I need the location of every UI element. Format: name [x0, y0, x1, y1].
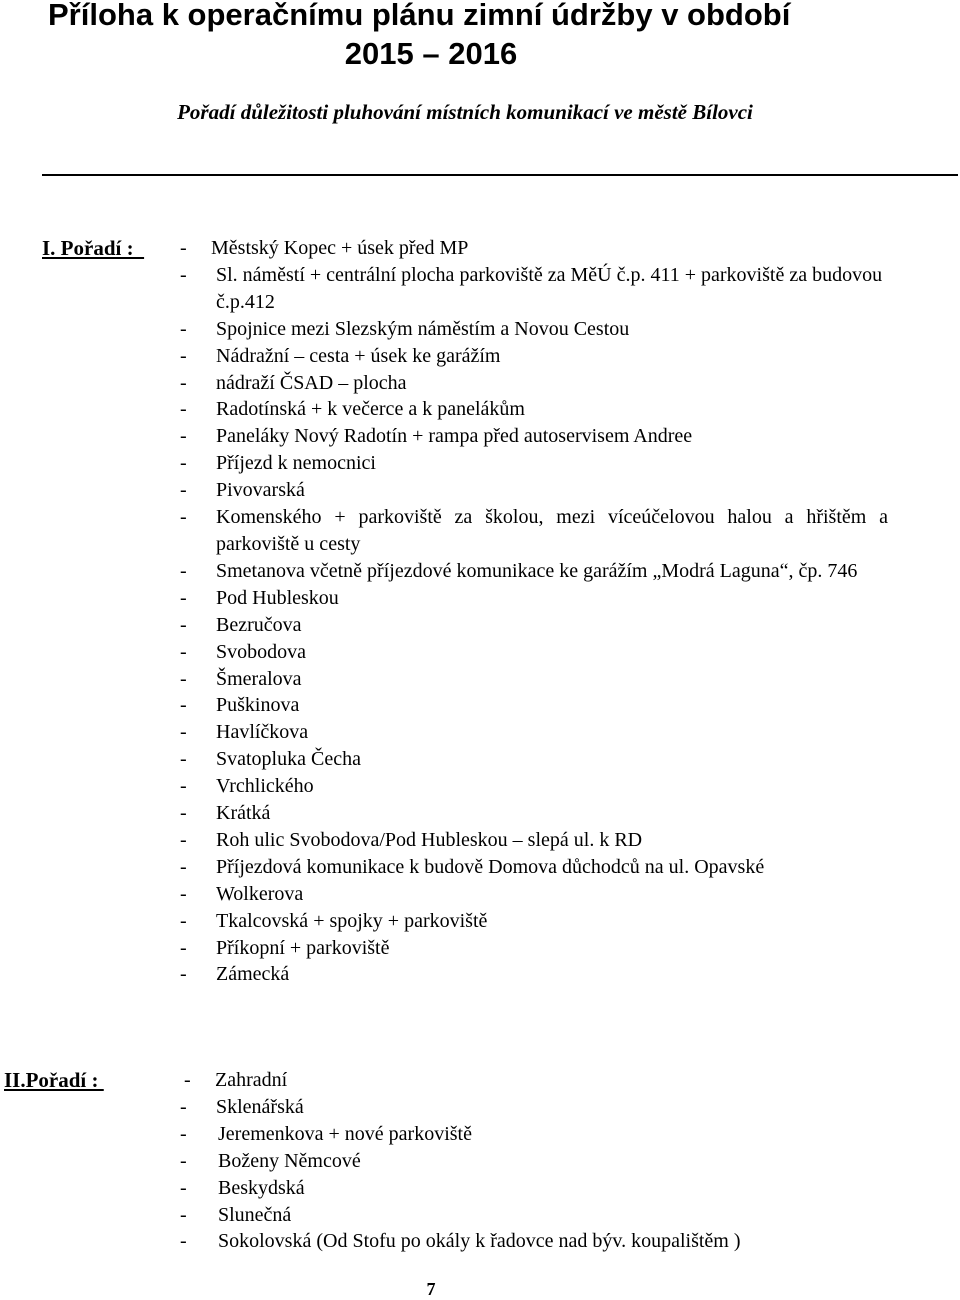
section-1-list [180, 235, 888, 988]
list-item [180, 961, 888, 988]
list-item [180, 800, 888, 827]
list-item-text: Beskydská [218, 1176, 305, 1199]
section-2-label: II.Pořadí : [4, 1068, 104, 1092]
list-item-text: Příjezdová komunikace k budově Domova důchodců na ul. Opavské [216, 855, 765, 878]
list-dash: - [180, 963, 187, 986]
page-number: 7 [426, 1279, 436, 1299]
list-dash: - [180, 1176, 187, 1199]
list-dash: - [180, 237, 187, 259]
list-item [180, 827, 888, 854]
list-item-text: Sokolovská (Od Stofu po okály k řadovce nad býv. koupalištěm ) [218, 1230, 741, 1253]
list-item-text: Roh ulic Svobodova/Pod Hubleskou – slepá ul. k RD [216, 828, 643, 851]
list-item [180, 854, 888, 881]
list-item [180, 477, 888, 504]
list-item [180, 773, 888, 800]
list-item-text: Pivovarská [216, 479, 305, 502]
list-dash: - [180, 828, 187, 851]
list-item [180, 935, 888, 962]
list-item [180, 316, 888, 343]
list-item [180, 1228, 920, 1255]
list-item-text: Radotínská + k večerce a k panelákům [216, 398, 525, 421]
list-item-text: Slunečná [218, 1203, 292, 1226]
list-item [180, 370, 888, 397]
list-item [180, 612, 888, 639]
list-item [180, 1067, 920, 1094]
list-item-text: Tkalcovská + spojky + parkoviště [216, 909, 488, 932]
list-item-text: Sl. náměstí + centrální plocha parkoviště za MěÚ č.p. 411 + parkoviště za budovou č.p.412 [216, 263, 883, 313]
list-dash: - [180, 344, 187, 367]
list-dash: - [180, 1203, 187, 1226]
list-item-text: Zahradní [215, 1069, 288, 1091]
list-item-text: Komenského + parkoviště za školou, mezi víceúčelovou halou a hřištěm a parkoviště u cesty [216, 506, 888, 555]
list-dash: - [180, 748, 187, 771]
list-item [180, 881, 888, 908]
list-dash: - [180, 802, 187, 825]
list-item [180, 666, 888, 693]
list-item [180, 719, 888, 746]
list-item-text: Puškinova [216, 694, 300, 717]
list-item-text: Pod Hubleskou [216, 586, 339, 609]
list-item-text: Bezručova [216, 613, 302, 636]
list-dash: - [180, 855, 187, 878]
list-dash: - [180, 559, 187, 582]
list-dash: - [180, 775, 187, 798]
list-item-text: Havlíčkova [216, 721, 309, 744]
list-dash: - [180, 1095, 187, 1118]
list-dash: - [180, 640, 187, 663]
list-item-text: Svobodova [216, 640, 306, 663]
list-item-text: Příjezd k nemocnici [216, 452, 376, 475]
list-item [180, 1148, 920, 1175]
list-item-text: Boženy Němcové [218, 1149, 361, 1172]
list-dash: - [180, 721, 187, 744]
list-dash: - [180, 667, 187, 690]
list-dash: - [180, 936, 187, 959]
list-item-text: Krátká [216, 802, 271, 825]
list-item [180, 423, 888, 450]
list-item-text: Sklenářská [216, 1095, 304, 1118]
list-item-text: Příkopní + parkoviště [216, 936, 390, 959]
list-item [180, 1121, 920, 1148]
list-item [180, 908, 888, 935]
section-1-label: I. Pořadí : [42, 236, 145, 260]
list-dash: - [180, 263, 187, 286]
list-dash: - [180, 398, 187, 421]
list-item [180, 235, 888, 262]
list-item-text: Smetanova včetně příjezdové komunikace ke garážím „Modrá Laguna“, čp. 746 [216, 559, 858, 582]
title-line-1: Příloha k operačnímu plánu zimní údržby v období [48, 0, 791, 32]
list-dash: - [180, 1122, 187, 1145]
list-dash: - [180, 506, 187, 529]
list-item [180, 1202, 920, 1229]
list-item-text: Městský Kopec + úsek před MP [211, 237, 469, 259]
list-item-text: Spojnice mezi Slezským náměstím a Novou Cestou [216, 317, 630, 340]
list-dash: - [184, 1069, 191, 1091]
list-dash: - [180, 371, 187, 394]
list-dash: - [180, 452, 187, 475]
horizontal-divider [42, 174, 958, 176]
list-item-text: Svatopluka Čecha [216, 748, 361, 771]
list-item [180, 343, 888, 370]
list-item [180, 1094, 920, 1121]
list-item [180, 558, 888, 585]
list-dash: - [180, 317, 187, 340]
list-item [180, 262, 888, 316]
list-dash: - [180, 479, 187, 502]
title-line-2: 2015 – 2016 [344, 36, 518, 71]
list-item [180, 504, 888, 558]
list-dash: - [180, 882, 187, 905]
document-subtitle: Pořadí důležitosti pluhování místních komunikací ve městě Bílovci [177, 100, 753, 124]
list-item-text: Wolkerova [216, 882, 304, 905]
list-item-text: Paneláky Nový Radotín + rampa před autoservisem Andree [216, 425, 693, 448]
list-item-text: Jeremenkova + nové parkoviště [218, 1122, 472, 1145]
list-dash: - [180, 1149, 187, 1172]
list-dash: - [180, 909, 187, 932]
list-item-text: Zámecká [216, 963, 290, 986]
list-dash: - [180, 613, 187, 636]
section-2-list [180, 1067, 920, 1255]
list-dash: - [180, 586, 187, 609]
list-dash: - [180, 425, 187, 448]
list-dash: - [180, 1230, 187, 1253]
list-item [180, 692, 888, 719]
list-item [180, 396, 888, 423]
list-item [180, 639, 888, 666]
list-item [180, 1175, 920, 1202]
list-item-text: nádraží ČSAD – plocha [216, 371, 407, 394]
list-item-text: Nádražní – cesta + úsek ke garážím [216, 344, 501, 367]
list-item-text: Šmeralova [216, 667, 302, 690]
list-item-text: Vrchlického [216, 775, 314, 798]
list-item [180, 746, 888, 773]
list-dash: - [180, 694, 187, 717]
list-item [180, 450, 888, 477]
list-item [180, 585, 888, 612]
